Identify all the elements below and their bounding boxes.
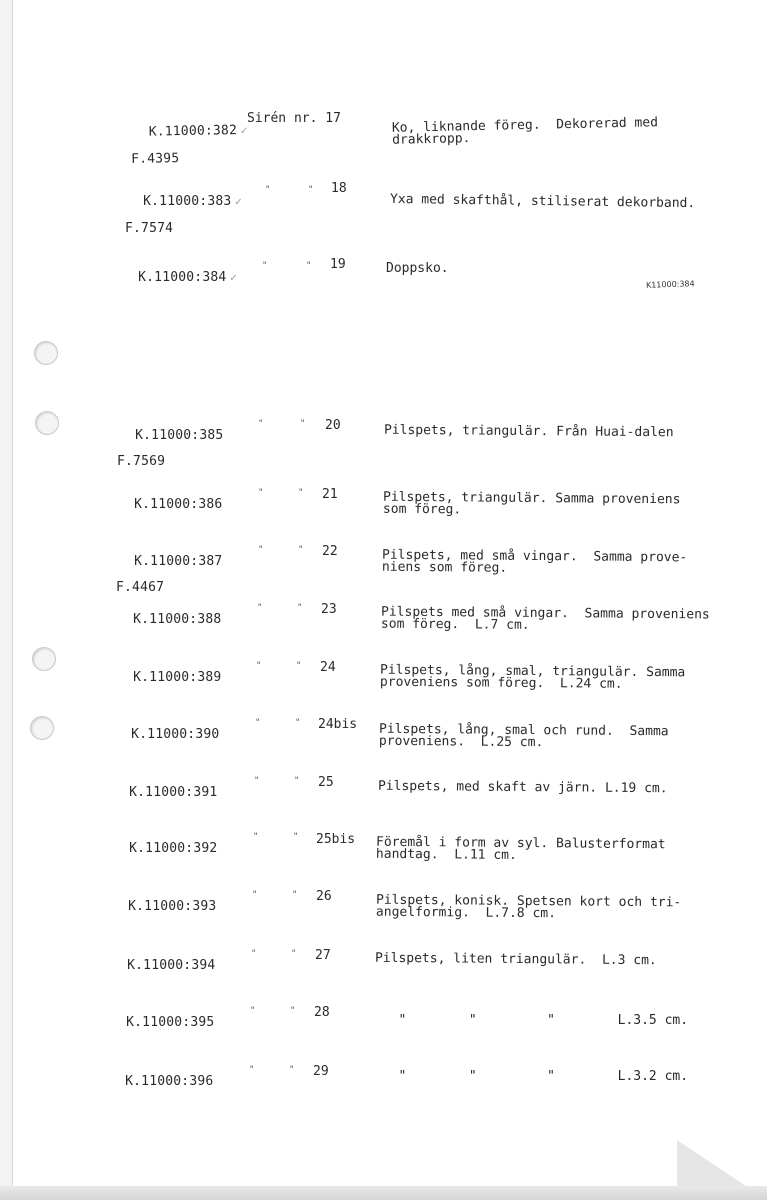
series-number: 22 — [322, 544, 338, 559]
ditto-mark: " — [291, 949, 297, 959]
series-number: 25bis — [316, 832, 356, 847]
catalog-number: K.11000:393 — [128, 899, 217, 914]
ditto-mark: " — [252, 890, 258, 900]
ditto-mark: " — [306, 261, 312, 271]
catalog-number: K.11000:395 — [126, 1015, 215, 1030]
ditto-mark: " — [258, 488, 264, 498]
description: Pilspets, med små vingar. Samma prove- niens som föreg. — [381, 547, 688, 576]
ditto-mark: " — [258, 545, 264, 555]
catalog-number: K.11000:390 — [131, 727, 220, 742]
catalog-number: K.11000:384 — [138, 270, 227, 285]
ditto-mark: " — [256, 661, 262, 671]
description: Pilspets, konisk. Spetsen kort och tri- angelformig. L.7.8 cm. — [375, 892, 682, 922]
catalog-number: K.11000:385 — [135, 428, 224, 443]
description: " " " L.3.2 cm. — [375, 1069, 689, 1084]
catalog-number: K.11000:388 — [133, 612, 222, 627]
ditto-mark: " — [294, 776, 300, 786]
description: Pilspets, lång, smal och rund. Samma proveniens. L.25 cm. — [378, 721, 669, 751]
catalog-number: K.11000:386 — [134, 497, 223, 512]
description: Pilspets, triangulär. Samma proveniens som föreg. — [382, 489, 681, 518]
description: Yxa med skafthål, stiliserat dekorband. — [389, 191, 696, 212]
ditto-mark: " — [298, 545, 304, 555]
series-number: 24 — [320, 660, 336, 675]
series-number: 25 — [318, 775, 334, 790]
ditto-mark: " — [254, 776, 260, 786]
catalog-stamp: K11000:384 — [645, 279, 695, 290]
check-mark-icon: ✓ — [234, 197, 243, 208]
description: Pilspets, lång, smal, triangulär. Samma proveniens som föreg. L.24 cm. — [379, 662, 686, 692]
ditto-mark: " — [253, 832, 259, 842]
ditto-mark: " — [258, 419, 264, 429]
check-mark-icon: ✓ — [239, 125, 249, 138]
series-number: 23 — [321, 602, 337, 617]
ditto-mark: " — [290, 1006, 296, 1016]
punch-hole-3 — [32, 647, 56, 671]
punch-hole-1 — [34, 341, 58, 365]
ditto-mark: " — [289, 1065, 295, 1075]
catalog-number: K.11000:394 — [127, 958, 216, 973]
description: Pilspets, liten triangulär. L.3 cm. — [374, 950, 657, 969]
series-number: 21 — [322, 487, 338, 502]
description: Pilspets, med skaft av järn. L.19 cm. — [377, 778, 668, 797]
catalog-number: K.11000:387 — [134, 554, 223, 569]
description: Föremål i form av syl. Balusterformat handtag. L.11 cm. — [375, 834, 666, 863]
ditto-mark: " — [298, 488, 304, 498]
series-number: 19 — [330, 257, 346, 272]
ditto-mark: " — [297, 603, 303, 613]
sub-number: F.7569 — [117, 454, 166, 469]
ditto-mark: " — [250, 1006, 256, 1016]
description: Ko, liknande föreg. Dekorerad med drakkropp. — [391, 115, 659, 148]
ditto-mark: " — [257, 603, 263, 613]
sub-number: F.4395 — [130, 151, 180, 167]
ditto-mark: " — [292, 890, 298, 900]
ditto-mark: " — [295, 718, 301, 728]
series-number: 24bis — [318, 717, 358, 732]
ditto-mark: " — [251, 949, 257, 959]
ditto-mark: " — [300, 419, 306, 429]
description: Pilspets, triangulär. Från Huai-dalen — [383, 422, 674, 441]
series-number: 17 — [325, 111, 341, 126]
description: " " " L.3.5 cm. — [375, 1013, 689, 1028]
ditto-mark: " — [308, 185, 314, 195]
sub-number: F.7574 — [125, 221, 174, 236]
ditto-mark: " — [249, 1065, 255, 1075]
ditto-mark: " — [265, 185, 271, 195]
punch-hole-4 — [30, 716, 54, 740]
catalog-number: K.11000:392 — [129, 841, 218, 856]
sub-number: F.4467 — [116, 580, 165, 595]
series-number: 18 — [331, 181, 347, 196]
description: Pilspets med små vingar. Samma proveniens som föreg. L.7 cm. — [380, 604, 710, 633]
punch-hole-2 — [35, 411, 59, 435]
catalog-number: K.11000:383 — [143, 194, 232, 209]
catalog-number: K.11000:389 — [133, 670, 222, 685]
ditto-mark: " — [296, 661, 302, 671]
check-mark-icon: ✓ — [229, 273, 238, 284]
scan-edge — [0, 1186, 767, 1200]
series-label: Sirén nr. — [247, 111, 318, 126]
catalog-number: K.11000:382 — [148, 123, 238, 140]
catalog-number: K.11000:396 — [125, 1074, 214, 1089]
description: Doppsko. — [386, 261, 449, 276]
series-number: 27 — [315, 948, 331, 963]
series-number: 26 — [316, 889, 332, 904]
ditto-mark: " — [293, 832, 299, 842]
catalog-number: K.11000:391 — [129, 785, 218, 800]
ditto-mark: " — [255, 718, 261, 728]
series-number: 28 — [314, 1005, 330, 1020]
series-number: 29 — [313, 1064, 329, 1079]
ditto-mark: " — [262, 261, 268, 271]
series-number: 20 — [325, 418, 341, 433]
